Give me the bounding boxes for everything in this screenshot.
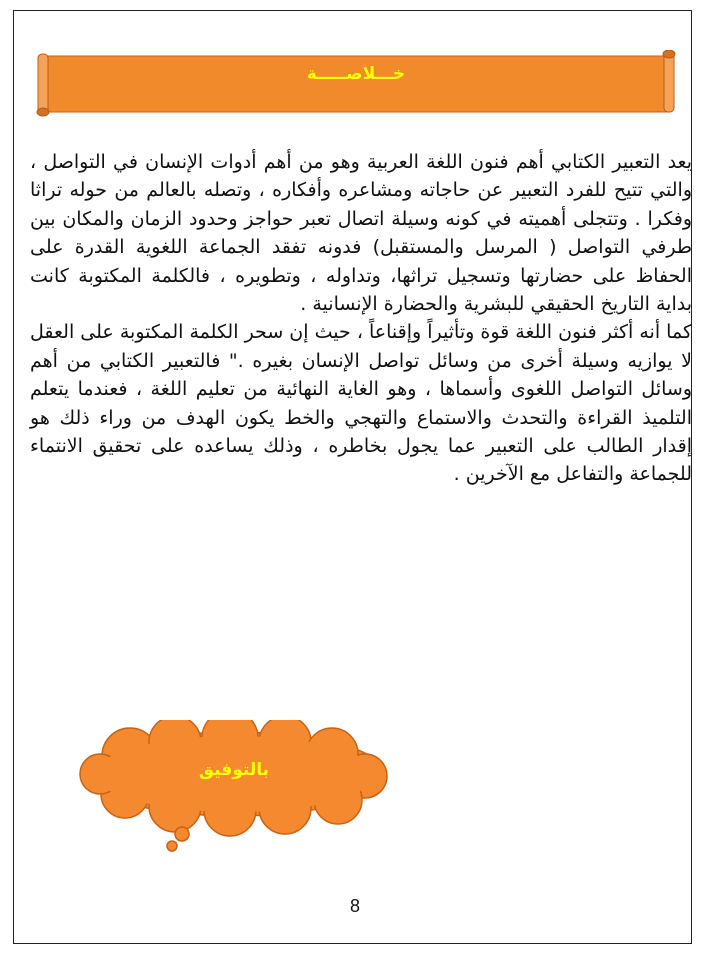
page-number: 8: [349, 896, 360, 916]
body-text: [30, 148, 692, 489]
paragraph-2: كما أنه أكثر فنون اللغة قوة وتأثيراً وإقناعاً ، حيث إن سحر الكلمة المكتوبة على العقل لا يوازيه وسيلة أخرى من وسائل تواصل الإنسان بغيره ." فالتعبير الكتابي من أهم وسائل التواصل اللغوى وأسماها ، وهو الغاية النهائية من تعليم اللغة ، فعندما يتعلم التلميذ القراءة والتحدث والاستماع والتهجي والخط يكون الهدف من وراء ذلك هو إقدار الطالب على التعبير عما يجول بخاطره ، وذلك يساعده على تحقيق الانتماء للجماعة والتفاعل مع الآخرين .: [30, 321, 692, 486]
closing-text: بالتوفيق: [198, 760, 270, 780]
paragraph-1: يعد التعبير الكتابي أهم فنون اللغة العربية وهو من أهم أدوات الإنسان في التواصل ، والتي تتيح للفرد التعبير عن حاجاته ومشاعره وأفكاره ، وتصله بالعالم من حوله تراثا وفكرا . وتتجلى أهميته في كونه وسيلة اتصال تعبر حواجز وحدود الزمان والمكان بين طرفي التواصل ( المرسل والمستقبل) فدونه تفقد الجماعة اللغوية القدرة على الحفاظ على حضارتها وتسجيل تراثها، وتداوله ، وتطويره ، فالكلمة المكتوبة كانت بداية التاريخ الحقيقي للبشرية والحضارة الإنسانية .: [30, 151, 692, 316]
scroll-banner-shape: [36, 50, 676, 118]
banner-title: خـــلاصـــــة: [306, 64, 406, 84]
title-banner: [36, 50, 676, 118]
closing-cloud: [70, 720, 400, 860]
cloud-shape: [70, 720, 400, 860]
